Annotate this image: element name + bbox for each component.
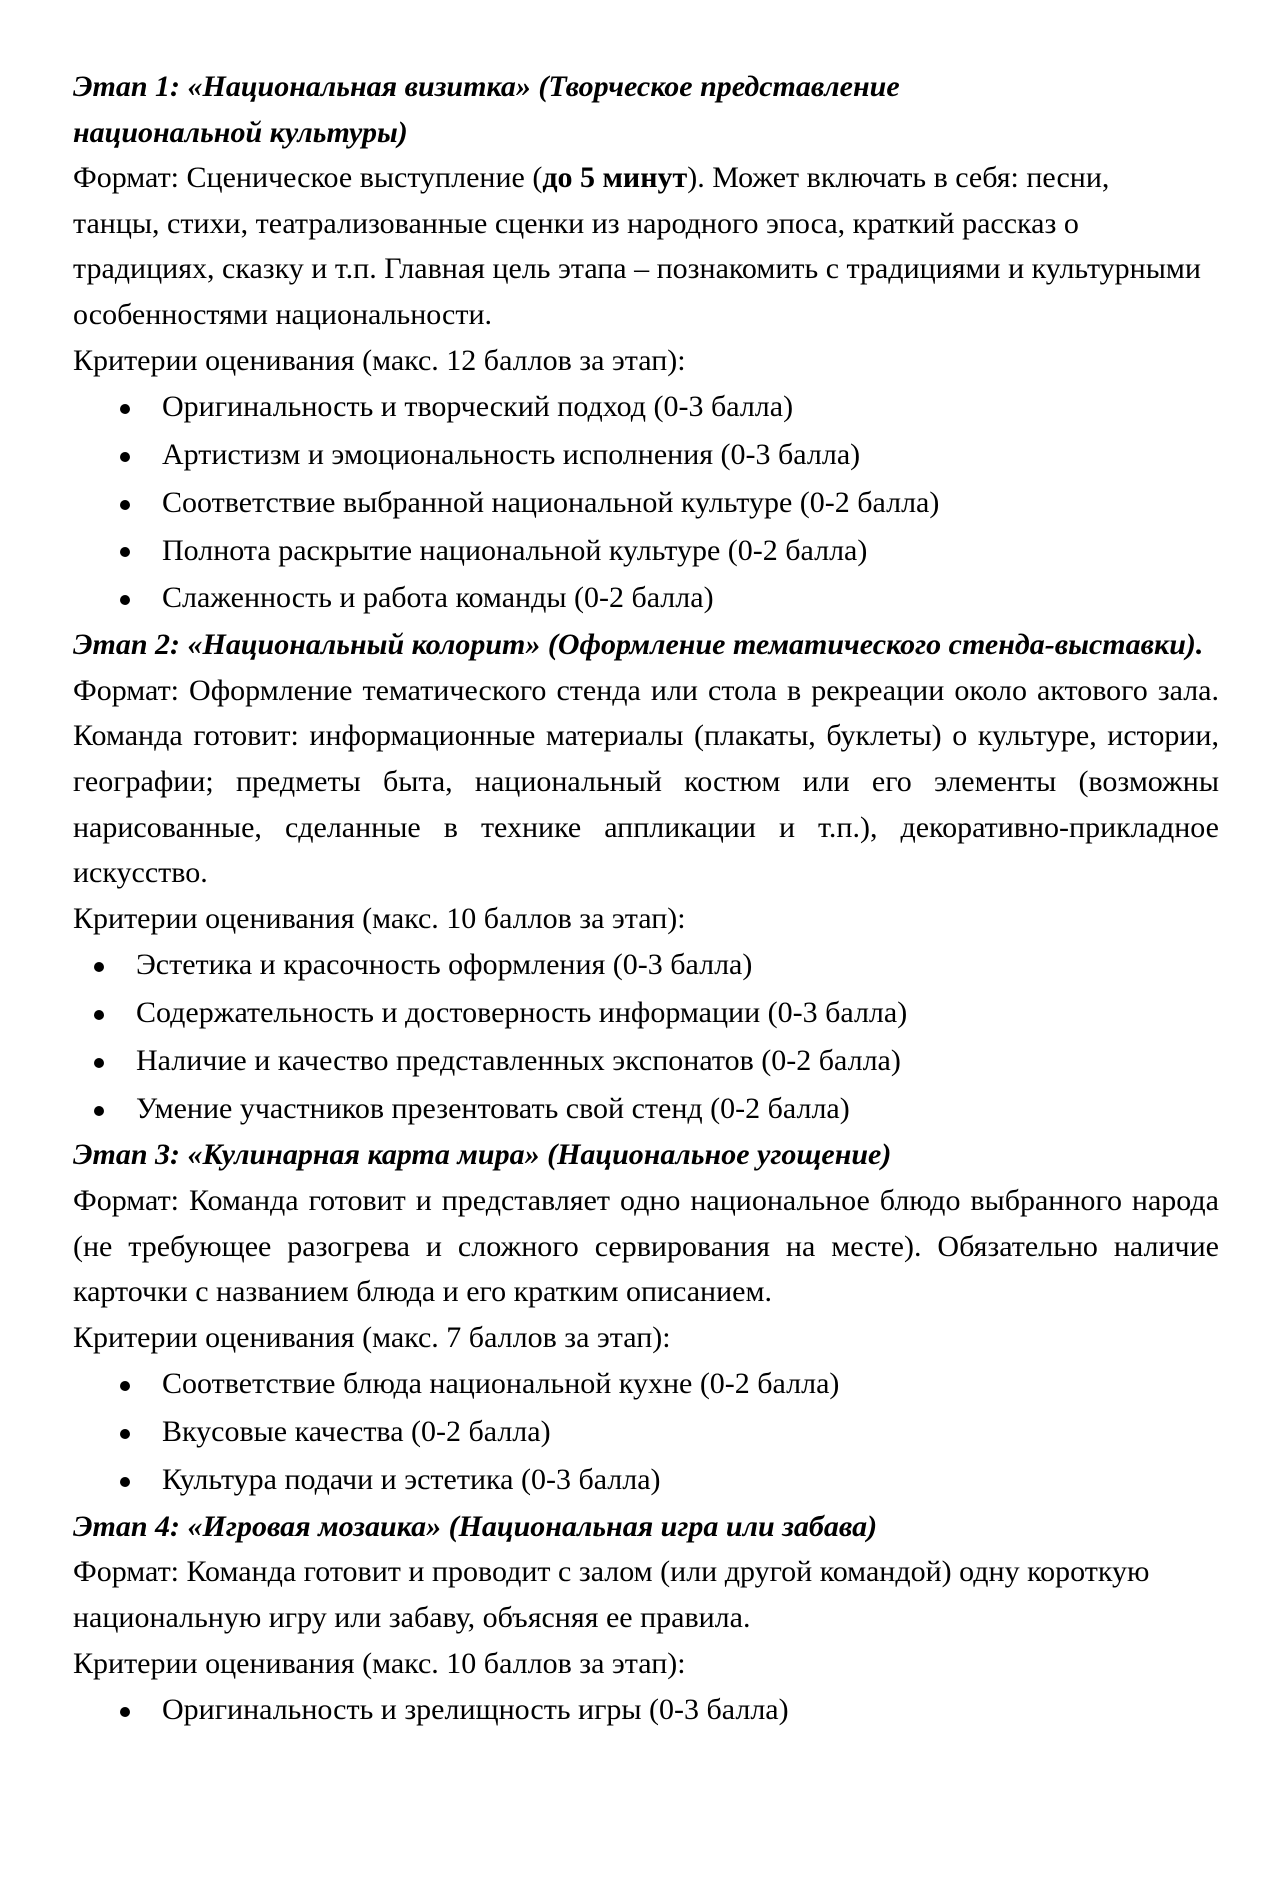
criteria-text: Слаженность и работа команды (0-2 балла) — [162, 581, 714, 615]
criteria-item — [73, 479, 1219, 527]
criteria-item — [73, 1456, 1219, 1504]
stage-1-format — [73, 155, 1203, 337]
stage-3-criteria-heading: Критерии оценивания (макс. 7 баллов за этап): — [73, 1320, 671, 1354]
stage-4-title: Этап 4: «Игровая мозаика» (Национальная игра или забава) — [73, 1509, 878, 1543]
criteria-item — [73, 527, 1219, 575]
stage-1-duration: до 5 минут — [542, 161, 688, 195]
bullet-icon — [120, 547, 130, 557]
stage-1-criteria-heading: Критерии оценивания (макс. 12 баллов за этап): — [73, 343, 686, 377]
stage-1-format-prefix: Формат: Сценическое выступление ( — [73, 161, 543, 195]
criteria-text: Умение участников презентовать свой стенд (0-2 балла) — [136, 1091, 850, 1125]
criteria-text: Содержательность и достоверность информации (0-3 балла) — [136, 996, 908, 1030]
criteria-item — [73, 1686, 1219, 1734]
stage-4-criteria-list — [73, 1686, 1219, 1734]
criteria-item — [73, 1408, 1219, 1456]
criteria-text: Эстетика и красочность оформления (0-3 балла) — [136, 948, 753, 982]
stage-1-criteria-list — [73, 383, 1219, 622]
stage-2-criteria-heading: Критерии оценивания (макс. 10 баллов за этап): — [73, 901, 686, 935]
criteria-text: Культура подачи и эстетика (0-3 балла) — [162, 1463, 661, 1497]
stage-1-title: Этап 1: «Национальная визитка» (Творческое представление национальной культуры) — [73, 70, 900, 149]
bullet-icon — [120, 1707, 130, 1717]
bullet-icon — [120, 452, 130, 462]
stage-3-criteria-list — [73, 1360, 1219, 1503]
stage-2-criteria-list — [73, 941, 1219, 1132]
stage-4 — [73, 1504, 1219, 1734]
criteria-text: Полнота раскрытие национальной культуре (0-2 балла) — [162, 533, 868, 567]
stage-3-title: Этап 3: «Кулинарная карта мира» (Национальное угощение) — [73, 1138, 892, 1172]
bullet-icon — [120, 500, 130, 510]
criteria-text: Артистизм и эмоциональность исполнения (0-3 балла) — [162, 437, 861, 471]
stage-2-title: Этап 2: «Национальный колорит» (Оформление тематического стенда-выставки). — [73, 628, 1204, 662]
bullet-icon — [120, 1381, 130, 1391]
criteria-item — [73, 941, 1219, 989]
bullet-icon — [120, 404, 130, 414]
bullet-icon — [94, 1010, 104, 1020]
stage-4-format: Формат: Команда готовит и проводит с залом (или другой командой) одну короткую национальную игру или забаву, объясняя ее правила. — [73, 1555, 1150, 1635]
criteria-text: Вкусовые качества (0-2 балла) — [162, 1415, 551, 1449]
document-page — [73, 64, 1219, 1734]
stage-2-format: Формат: Оформление тематического стенда или стола в рекреации около актового зала. Команда готовит: информационные материалы (плакаты, буклеты) о культуре, истории, географии; предметы быта, национальный костюм или его элементы (возможны нарисованные, сделанные в технике аппликации и т.п.), декоративно-прикладное искусство. — [73, 673, 1219, 890]
criteria-text: Наличие и качество представленных экспонатов (0-2 балла) — [136, 1043, 901, 1077]
criteria-item — [73, 383, 1219, 431]
criteria-item — [73, 431, 1219, 479]
bullet-icon — [120, 1477, 130, 1487]
stage-3 — [73, 1132, 1219, 1503]
stage-4-criteria-heading: Критерии оценивания (макс. 10 баллов за этап): — [73, 1646, 686, 1680]
criteria-item — [73, 574, 1219, 622]
criteria-item — [73, 1085, 1219, 1133]
criteria-item — [73, 1037, 1219, 1085]
criteria-text: Оригинальность и зрелищность игры (0-3 балла) — [162, 1693, 789, 1727]
criteria-item — [73, 1360, 1219, 1408]
criteria-text: Оригинальность и творческий подход (0-3 балла) — [162, 390, 794, 424]
bullet-icon — [94, 1058, 104, 1068]
stage-2 — [73, 622, 1219, 1132]
stage-3-format: Формат: Команда готовит и представляет одно национальное блюдо выбранного народа (не требующее разогрева и сложного сервирования на месте). Обязательно наличие карточки с названием блюда и его кратким описанием. — [73, 1184, 1219, 1309]
bullet-icon — [94, 1106, 104, 1116]
stage-1-format-suffix: ). Может включать в себя: песни, танцы, стихи, театрализованные сценки из народного эпоса, краткий рассказ о традициях, сказку и т.п. Главная цель этапа – познакомить с традициями и культурными особенностями национальности. — [73, 161, 1201, 331]
stage-1 — [73, 64, 1219, 622]
criteria-text: Соответствие выбранной национальной культуре (0-2 балла) — [162, 485, 940, 519]
bullet-icon — [120, 595, 130, 605]
bullet-icon — [94, 962, 104, 972]
bullet-icon — [120, 1429, 130, 1439]
criteria-item — [73, 989, 1219, 1037]
criteria-text: Соответствие блюда национальной кухне (0-2 балла) — [162, 1367, 840, 1401]
